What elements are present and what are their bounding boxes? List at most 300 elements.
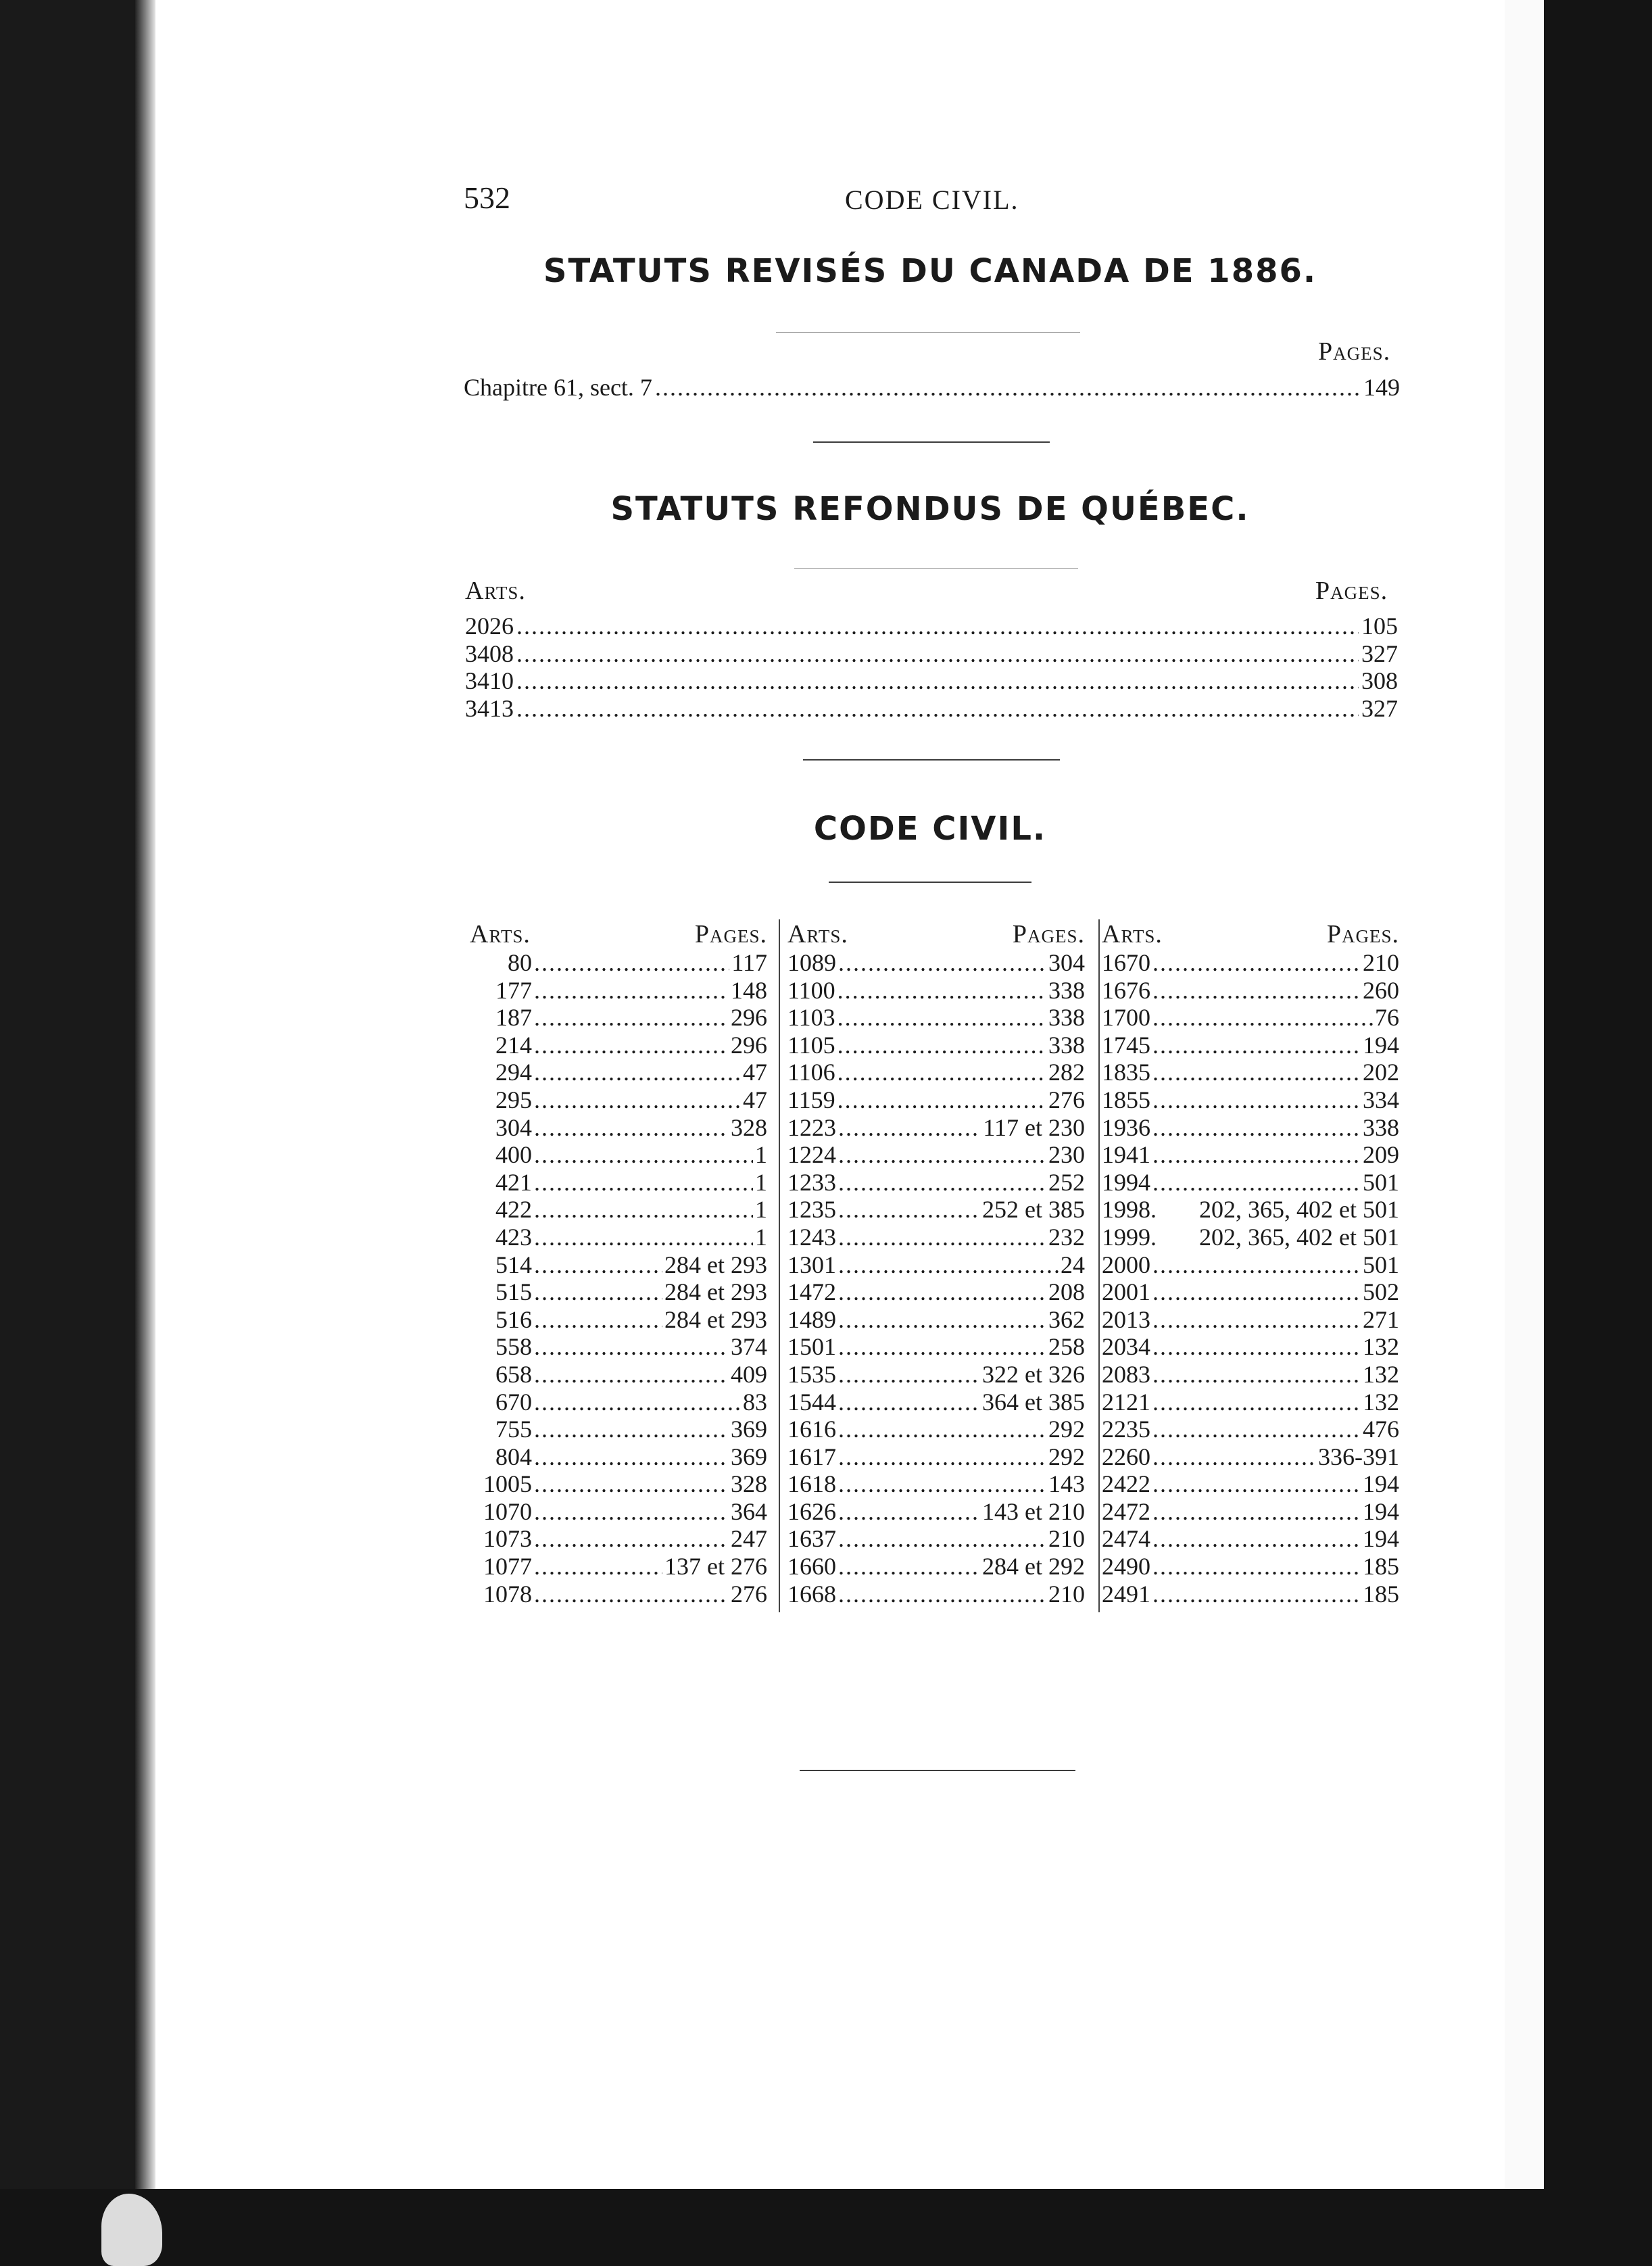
page-reference: 276 xyxy=(731,1580,767,1608)
leader-dots xyxy=(1152,977,1361,1004)
leader-dots xyxy=(534,1278,662,1305)
article-number: 1005 xyxy=(483,1470,532,1498)
article-number: 1103 xyxy=(787,1004,835,1032)
article-number: 1301 xyxy=(787,1251,836,1278)
leader-dots xyxy=(1152,1086,1361,1113)
article-number: 2422 xyxy=(1102,1470,1150,1498)
article-number: 2490 xyxy=(1102,1553,1150,1581)
leader-dots xyxy=(534,1333,729,1360)
section-title-code-civil: CODE CIVIL. xyxy=(813,810,1047,848)
page-reference: 185 xyxy=(1363,1553,1399,1581)
leader-dots xyxy=(534,949,729,976)
article-number: 1676 xyxy=(1102,976,1150,1004)
article-number: 515 xyxy=(495,1278,532,1306)
arts-column-header: Arts. xyxy=(465,577,526,605)
leader-dots xyxy=(1152,949,1361,976)
list-item xyxy=(465,695,1398,722)
table-row xyxy=(1102,1306,1399,1334)
table-row xyxy=(470,977,767,1005)
page-reference: 338 xyxy=(1048,976,1085,1004)
page-reference: 24 xyxy=(1061,1251,1085,1278)
leader-dots xyxy=(837,1086,1046,1113)
table-row xyxy=(787,1498,1085,1526)
article-number: 1660 xyxy=(787,1553,836,1581)
page-reference: 194 xyxy=(1363,1031,1399,1059)
table-row xyxy=(1102,1498,1399,1526)
leader-dots xyxy=(1152,1416,1361,1443)
table-row xyxy=(787,949,1085,977)
table-row xyxy=(470,1498,767,1526)
leader-dots xyxy=(1152,1470,1361,1497)
leader-dots xyxy=(534,1416,729,1443)
article-number: 400 xyxy=(495,1141,532,1169)
article-number: 1078 xyxy=(483,1580,532,1608)
leader-dots xyxy=(516,695,1359,722)
page-reference: 137 et 276 xyxy=(664,1553,767,1581)
page-reference: 194 xyxy=(1363,1497,1399,1525)
chapter-label: Chapitre 61, sect. 7 xyxy=(464,374,652,401)
table-row xyxy=(470,1169,767,1197)
table-row xyxy=(470,1361,767,1389)
page-reference: 364 et 385 xyxy=(982,1388,1085,1416)
page-reference: 284 et 293 xyxy=(664,1251,767,1278)
page-reference: 369 xyxy=(731,1416,767,1443)
article-number: 214 xyxy=(495,1031,532,1059)
title-rule xyxy=(794,568,1078,569)
index-column xyxy=(787,919,1085,1608)
table-row xyxy=(470,1086,767,1114)
page-reference: 362 xyxy=(1048,1305,1085,1333)
page-reference: 501 xyxy=(1363,1168,1399,1196)
table-row xyxy=(1102,949,1399,977)
table-row xyxy=(470,1389,767,1416)
pages-column-header: Pages. xyxy=(1315,577,1388,605)
table-row xyxy=(470,1416,767,1443)
page-reference: 296 xyxy=(731,1031,767,1059)
article-number: 1535 xyxy=(787,1360,836,1388)
article-number: 3410 xyxy=(465,667,514,694)
page-reference: 292 xyxy=(1048,1443,1085,1470)
page-reference: 47 xyxy=(743,1059,767,1086)
index-column-header xyxy=(1102,919,1399,949)
page-reference: 284 et 293 xyxy=(664,1305,767,1333)
section-divider xyxy=(813,441,1050,443)
article-number: 1994 xyxy=(1102,1168,1150,1196)
leader-dots xyxy=(838,1361,980,1388)
right-binding-shadow xyxy=(1544,0,1652,2266)
article-number: 1073 xyxy=(483,1525,532,1553)
leader-dots xyxy=(838,1141,1046,1168)
leader-dots xyxy=(534,1306,662,1333)
page-reference: 105 xyxy=(1361,612,1398,640)
leader-dots xyxy=(1152,1498,1361,1525)
leader-dots xyxy=(838,1306,1046,1333)
table-row xyxy=(787,1196,1085,1224)
leader-dots xyxy=(1152,1333,1361,1360)
article-number: 3413 xyxy=(465,694,514,722)
article-number: 1544 xyxy=(787,1388,836,1416)
left-page-edge xyxy=(135,0,155,2266)
leader-dots xyxy=(534,1032,729,1059)
arts-column-header: Arts. xyxy=(470,920,531,948)
index-column-header xyxy=(470,919,767,949)
table-row xyxy=(1102,1553,1399,1581)
table-row xyxy=(470,1525,767,1553)
page-reference: 327 xyxy=(1361,694,1398,722)
leader-dots xyxy=(1152,1004,1373,1031)
page-reference: 1 xyxy=(755,1168,767,1196)
article-number: 516 xyxy=(495,1305,532,1333)
table-row xyxy=(1102,1278,1399,1306)
table-row xyxy=(787,1224,1085,1251)
leader-dots xyxy=(1152,1032,1361,1059)
page-reference: 143 xyxy=(1048,1470,1085,1498)
page-reference: 328 xyxy=(731,1113,767,1141)
article-number: 1626 xyxy=(787,1497,836,1525)
table-row xyxy=(787,1169,1085,1197)
page-reference: 252 et 385 xyxy=(982,1196,1085,1224)
article-number: 1668 xyxy=(787,1580,836,1608)
leader-dots xyxy=(837,1032,1046,1059)
table-row xyxy=(1102,1361,1399,1389)
leader-dots xyxy=(655,374,1361,401)
table-row xyxy=(470,1333,767,1361)
table-row xyxy=(787,1032,1085,1059)
leader-dots xyxy=(516,667,1359,694)
page-reference: 271 xyxy=(1363,1305,1399,1333)
table-row xyxy=(1102,1196,1399,1224)
list-item xyxy=(465,640,1398,667)
leader-dots xyxy=(838,1114,981,1141)
index-column xyxy=(470,919,767,1608)
table-row xyxy=(787,1306,1085,1334)
list-item xyxy=(465,667,1398,694)
article-number: 2013 xyxy=(1102,1305,1150,1333)
table-row xyxy=(787,1278,1085,1306)
leader-dots xyxy=(534,977,729,1004)
page-reference: 334 xyxy=(1363,1086,1399,1113)
article-number: 1070 xyxy=(483,1497,532,1525)
leader-dots xyxy=(534,1224,753,1251)
article-number: 304 xyxy=(495,1113,532,1141)
table-row xyxy=(470,1470,767,1498)
article-number: 1159 xyxy=(787,1086,835,1113)
article-number: 558 xyxy=(495,1333,532,1361)
article-number: 423 xyxy=(495,1223,532,1251)
table-row xyxy=(787,1361,1085,1389)
leader-dots xyxy=(534,1169,753,1196)
leader-dots xyxy=(1152,1251,1361,1278)
table-row xyxy=(1102,1169,1399,1197)
article-number: 670 xyxy=(495,1388,532,1416)
page-reference: 247 xyxy=(731,1525,767,1553)
article-number: 3408 xyxy=(465,640,514,667)
page-reference: 282 xyxy=(1048,1059,1085,1086)
leader-dots xyxy=(516,640,1359,667)
page-reference: 284 et 292 xyxy=(982,1553,1085,1581)
index-column xyxy=(1102,919,1399,1608)
column-separator xyxy=(1098,919,1100,1612)
article-number: 1224 xyxy=(787,1141,836,1169)
title-rule xyxy=(829,882,1031,883)
article-number: 1472 xyxy=(787,1278,836,1306)
leader-dots xyxy=(838,1196,980,1223)
leader-dots xyxy=(838,1169,1046,1196)
article-number: 1745 xyxy=(1102,1031,1150,1059)
article-number: 2026 xyxy=(465,612,514,640)
leader-dots xyxy=(534,1470,729,1497)
leader-dots xyxy=(838,1581,1046,1608)
page-reference: 304 xyxy=(1048,949,1085,976)
leader-dots xyxy=(534,1059,741,1086)
article-number: 294 xyxy=(495,1059,532,1086)
page-reference: 202, 365, 402 et 501 xyxy=(1199,1223,1399,1251)
article-number: 755 xyxy=(495,1416,532,1443)
table-row xyxy=(1102,1141,1399,1169)
table-row xyxy=(470,1004,767,1032)
page-reference: 1 xyxy=(755,1223,767,1251)
article-number: 1100 xyxy=(787,976,835,1004)
page-reference: 374 xyxy=(731,1333,767,1361)
table-row xyxy=(1102,1004,1399,1032)
leader-dots xyxy=(1152,1306,1361,1333)
page-reference: 47 xyxy=(743,1086,767,1113)
table-row xyxy=(1102,1224,1399,1251)
article-number: 2000 xyxy=(1102,1251,1150,1278)
article-number: 514 xyxy=(495,1251,532,1278)
leader-dots xyxy=(1152,1059,1361,1086)
table-row xyxy=(470,1581,767,1608)
table-row xyxy=(787,1059,1085,1086)
leader-dots xyxy=(534,1086,741,1113)
table-row xyxy=(470,1251,767,1279)
page-number: 532 xyxy=(464,180,510,215)
pages-column-header: Pages. xyxy=(694,920,767,948)
article-number: 187 xyxy=(495,1004,532,1032)
page-reference: 194 xyxy=(1363,1525,1399,1553)
page-reference: 83 xyxy=(743,1388,767,1416)
article-number: 1243 xyxy=(787,1223,836,1251)
arts-column-header: Arts. xyxy=(787,920,848,948)
leader-dots xyxy=(838,1470,1046,1497)
page-reference: 148 xyxy=(731,976,767,1004)
table-row xyxy=(1102,1032,1399,1059)
leader-dots xyxy=(534,1251,662,1278)
table-row xyxy=(1102,1086,1399,1114)
page-reference: 252 xyxy=(1048,1168,1085,1196)
table-row xyxy=(787,1004,1085,1032)
section-title-statuts-refondus: STATUTS REFONDUS DE QUÉBEC. xyxy=(610,490,1250,528)
page-reference: 409 xyxy=(731,1360,767,1388)
article-number: 1936 xyxy=(1102,1113,1150,1141)
leader-dots xyxy=(534,1498,729,1525)
left-binding-shadow xyxy=(0,0,154,2266)
leader-dots xyxy=(1152,1389,1361,1416)
running-title: CODE CIVIL. xyxy=(845,185,1019,215)
article-number: 422 xyxy=(495,1196,532,1224)
article-number: 421 xyxy=(495,1168,532,1196)
article-number: 1489 xyxy=(787,1305,836,1333)
leader-dots xyxy=(1152,1443,1316,1470)
leader-dots xyxy=(534,1196,753,1223)
table-row xyxy=(1102,1525,1399,1553)
table-row xyxy=(1102,1389,1399,1416)
section-title-statuts-revises: STATUTS REVISÉS DU CANADA DE 1886. xyxy=(543,252,1317,290)
toc-row xyxy=(464,374,1400,401)
table-row xyxy=(1102,977,1399,1005)
page-reference: 210 xyxy=(1048,1580,1085,1608)
table-row xyxy=(470,1141,767,1169)
leader-dots xyxy=(1152,1525,1361,1552)
article-number: 804 xyxy=(495,1443,532,1470)
article-number: 2121 xyxy=(1102,1388,1150,1416)
table-row xyxy=(787,1333,1085,1361)
article-number: 295 xyxy=(495,1086,532,1113)
page-reference: 476 xyxy=(1363,1416,1399,1443)
leader-dots xyxy=(838,1525,1046,1552)
table-row xyxy=(787,1470,1085,1498)
page-reference: 132 xyxy=(1363,1333,1399,1361)
page-reference: 132 xyxy=(1363,1388,1399,1416)
page-reference: 208 xyxy=(1048,1278,1085,1306)
leader-dots xyxy=(534,1361,729,1388)
leader-dots xyxy=(1152,1169,1361,1196)
table-row xyxy=(787,1114,1085,1142)
leader-dots xyxy=(1152,1553,1361,1580)
table-row xyxy=(470,1114,767,1142)
page-reference: 232 xyxy=(1048,1223,1085,1251)
page-reference: 292 xyxy=(1048,1416,1085,1443)
leader-dots xyxy=(838,1333,1046,1360)
leader-dots xyxy=(534,1141,753,1168)
leader-dots xyxy=(838,949,1046,976)
leader-dots xyxy=(838,1389,980,1416)
leader-dots xyxy=(1152,1278,1361,1305)
leader-dots xyxy=(534,1553,662,1580)
leader-dots xyxy=(1152,1114,1361,1141)
leader-dots xyxy=(534,1525,729,1552)
leader-dots xyxy=(838,1224,1046,1251)
leader-dots xyxy=(837,977,1046,1004)
article-number: 2235 xyxy=(1102,1416,1150,1443)
article-number: 1999. xyxy=(1102,1223,1157,1251)
page-reference: 338 xyxy=(1363,1113,1399,1141)
title-rule xyxy=(776,332,1080,333)
leader-dots xyxy=(838,1416,1046,1443)
page-reference: 1 xyxy=(755,1196,767,1224)
article-number: 1233 xyxy=(787,1168,836,1196)
article-number: 2001 xyxy=(1102,1278,1150,1306)
article-number: 1618 xyxy=(787,1470,836,1498)
article-number: 1855 xyxy=(1102,1086,1150,1113)
table-row xyxy=(787,1443,1085,1471)
end-rule xyxy=(800,1770,1075,1771)
table-row xyxy=(1102,1581,1399,1608)
list-item xyxy=(465,612,1398,640)
page-reference: 308 xyxy=(1361,667,1398,694)
page-reference: 327 xyxy=(1361,640,1398,667)
table-row xyxy=(787,977,1085,1005)
pages-column-header: Pages. xyxy=(1326,920,1399,948)
column-separator xyxy=(779,919,780,1612)
article-number: 1616 xyxy=(787,1416,836,1443)
page-reference: 364 xyxy=(731,1497,767,1525)
leader-dots xyxy=(534,1114,729,1141)
article-number: 1105 xyxy=(787,1031,835,1059)
article-number: 1700 xyxy=(1102,1004,1150,1032)
right-page-margin xyxy=(1505,0,1544,2266)
page-reference: 328 xyxy=(731,1470,767,1498)
page-reference: 230 xyxy=(1048,1141,1085,1169)
article-number: 2034 xyxy=(1102,1333,1150,1361)
article-number: 80 xyxy=(508,949,532,976)
leader-dots xyxy=(1152,1581,1361,1608)
leader-dots xyxy=(837,1059,1046,1086)
page-reference: 202 xyxy=(1363,1059,1399,1086)
leader-dots xyxy=(838,1443,1046,1470)
table-row xyxy=(470,1306,767,1334)
leader-dots xyxy=(838,1278,1046,1305)
leader-dots xyxy=(534,1389,741,1416)
page-reference: 1 xyxy=(755,1141,767,1169)
article-number: 1835 xyxy=(1102,1059,1150,1086)
leader-dots xyxy=(838,1553,980,1580)
table-row xyxy=(1102,1470,1399,1498)
table-row xyxy=(470,1032,767,1059)
page-reference: 117 et 230 xyxy=(983,1113,1085,1141)
pages-column-header: Pages. xyxy=(1318,337,1391,366)
leader-dots xyxy=(534,1443,729,1470)
page-reference: 210 xyxy=(1363,949,1399,976)
table-row xyxy=(787,1416,1085,1443)
article-number: 1501 xyxy=(787,1333,836,1361)
article-number: 2474 xyxy=(1102,1525,1150,1553)
leader-dots xyxy=(838,1251,1059,1278)
table-row xyxy=(470,1059,767,1086)
page-reference: 210 xyxy=(1048,1525,1085,1553)
article-number: 2491 xyxy=(1102,1580,1150,1608)
pages-column-header: Pages. xyxy=(1012,920,1085,948)
leader-dots xyxy=(534,1004,729,1031)
page-reference: 284 et 293 xyxy=(664,1278,767,1306)
index-column-header xyxy=(787,919,1085,949)
page-reference: 338 xyxy=(1048,1004,1085,1032)
article-number: 1223 xyxy=(787,1113,836,1141)
page-reference: 276 xyxy=(1048,1086,1085,1113)
page-reference: 194 xyxy=(1363,1470,1399,1498)
article-number: 2472 xyxy=(1102,1497,1150,1525)
article-number: 2083 xyxy=(1102,1360,1150,1388)
table-row xyxy=(1102,1251,1399,1279)
section-divider xyxy=(803,759,1060,761)
leader-dots xyxy=(534,1581,729,1608)
table-row xyxy=(787,1581,1085,1608)
leader-dots xyxy=(516,612,1359,640)
table-row xyxy=(787,1525,1085,1553)
bottom-scan-border xyxy=(0,2189,1652,2266)
table-row xyxy=(1102,1416,1399,1443)
article-number: 177 xyxy=(495,976,532,1004)
table-row xyxy=(1102,1443,1399,1471)
page-reference: 117 xyxy=(731,949,767,976)
table-row xyxy=(1102,1114,1399,1142)
article-number: 1089 xyxy=(787,949,836,976)
article-number: 658 xyxy=(495,1360,532,1388)
page-reference: 260 xyxy=(1363,976,1399,1004)
table-row xyxy=(787,1553,1085,1581)
table-row xyxy=(470,1196,767,1224)
page-reference: 338 xyxy=(1048,1031,1085,1059)
